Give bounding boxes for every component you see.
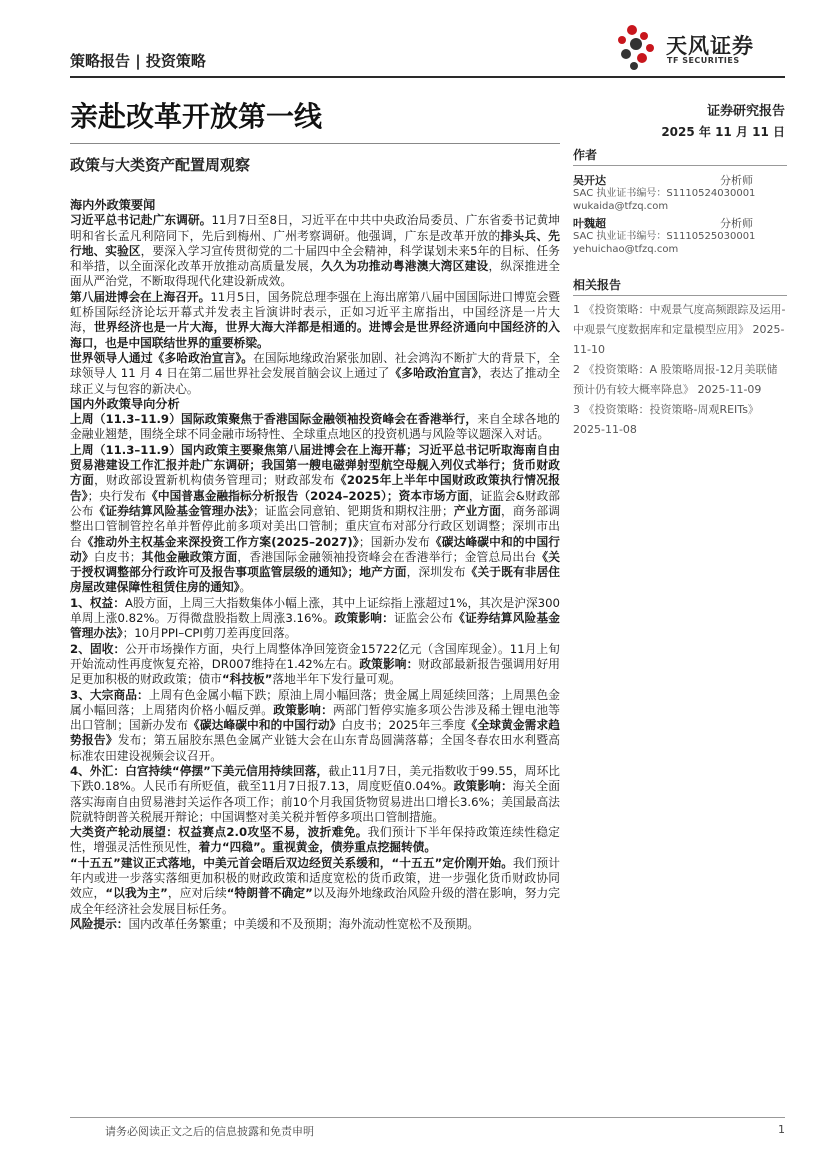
footer-divider bbox=[70, 1117, 785, 1118]
main-body bbox=[70, 198, 560, 932]
paragraph: 1、权益：A股方面，上周三大指数集体小幅上涨，其中上证综指上涨超过1%，其次是沪深300单周上涨0.82%。万得微盘股指数上周涨3.16%。政策影响：证监会公布《证券结算风险基金管理办法》；10月PPI–CPI剪刀差再度回落。 bbox=[70, 595, 560, 641]
author-role: 分析师 bbox=[720, 217, 753, 230]
paragraph: 4、外汇：白宫持续“停摆”下美元信用持续回落，截止11月7日，美元指数收于99.55，周环比下跌0.18%。人民币有所贬值，截至11月7日报7.13，周度贬值0.04%。政策影响：海关全面落实海南自由贸易港封关运作各项工作；前10个月我国货物贸易进出口增长3.6%；美国最高法院就特朗普关税展开辩论；中国调整对美关税并暂停多项出口管制措施。 bbox=[70, 763, 560, 824]
report-date: 2025 年 11 月 11 日 bbox=[661, 125, 785, 139]
page-title: 亲赴改革开放第一线 bbox=[70, 100, 323, 133]
related-heading: 相关报告 bbox=[573, 276, 787, 296]
report-category: 策略报告 | 投资策略 bbox=[70, 52, 206, 70]
author-card bbox=[573, 217, 787, 256]
authors-heading: 作者 bbox=[573, 146, 787, 166]
paragraph: 上周（11.3–11.9）国内政策主要聚焦第八届进博会在上海开幕；习近平总书记听取海南自由贸易港建设工作汇报并赴广东调研；我国第一艘电磁弹射型航空母舰入列仪式举行；货币财政方面，财政部设置新机构债务管理司；财政部发布《2025年上半年中国财政政策执行情况报告》；央行发布《中国普惠金融指标分析报告（2024–2025）；资本市场方面，证监会&财政部公布《证券结算风险基金管理办法》；证监会同意铂、钯期货和期权注册；产业方面，商务部调整出口管制管控名单并暂停此前多项对美出口管制；重庆宣布对部分行政区划调整；深圳市出台《推动外主权基金来深投资工作方案(2025–2027)》；国新办发布《碳达峰碳中和的中国行动》白皮书；其他金融政策方面，香港国际金融领袖投资峰会在香港举行；金管总局出台《关于授权调整部分行政许可及报告事项监管层级的通知》；地产方面，深圳发布《关于既有非居住房屋改建保障性租赁住房的通知》。 bbox=[70, 442, 560, 595]
risk-warning: 风险提示：国内改革任务繁重；中美缓和不及预期；海外流动性宽松不及预期。 bbox=[70, 916, 480, 931]
logo-english: TF SECURITIES bbox=[667, 56, 740, 65]
paragraph: 上周（11.3–11.9）国际政策聚焦于香港国际金融领袖投资峰会在香港举行，来自全球各地的金融业翘楚，围绕全球不同金融市场特性、全球重点地区的投资机遇与风险等议题深入对话。 bbox=[70, 412, 560, 442]
related-reports-panel bbox=[573, 276, 787, 440]
related-report-link[interactable]: 2 《投资策略：A 股策略周报-12月美联储预计仍有较大概率降息》 2025-11-09 bbox=[573, 363, 778, 396]
author-card bbox=[573, 174, 787, 213]
page-number: 1 bbox=[778, 1123, 785, 1136]
title-divider bbox=[70, 143, 560, 144]
section-heading: 海内外政策要闻 bbox=[70, 198, 156, 212]
page-subtitle: 政策与大类资产配置周观察 bbox=[70, 156, 251, 174]
section-heading: 国内外政策导向分析 bbox=[70, 396, 180, 411]
author-name: 叶魏超 bbox=[573, 217, 606, 230]
related-report-link[interactable]: 3 《投资策略：投资策略-周观REITs》 2025-11-08 bbox=[573, 403, 759, 436]
report-type: 证券研究报告 bbox=[706, 104, 785, 119]
logo-name: 天风证券 bbox=[666, 34, 754, 58]
paragraph: 2、固收：公开市场操作方面，央行上周整体净回笼资金15722亿元（含国库现金）。11月上旬开始流动性再度恢复充裕，DR007维持在1.42%左右。政策影响：财政部最新报告强调用好用足更加积极的财政政策；债市“科技板”落地半年下发行量可观。 bbox=[70, 641, 560, 687]
author-sac: SAC 执业证书编号：S1110525030001 bbox=[573, 231, 756, 242]
paragraph: 习近平总书记赴广东调研。11月7日至8日，习近平在中共中央政治局委员、广东省委书记黄坤明和省长孟凡利陪同下，先后到梅州、广州考察调研。他强调，广东是改革开放的排头兵、先行地、实验区，要深入学习宣传贯彻党的二十届四中全会精神，科学谋划未来5年的目标、任务和举措，以全面深化改革开放推动高质量发展，久久为功推动粤港澳大湾区建设，纵深推进全面从严治党，不断取得现代化建设新成效。 bbox=[70, 213, 560, 289]
author-email[interactable]: wukaida@tfzq.com bbox=[573, 200, 669, 212]
footer-disclaimer: 请务必阅读正文之后的信息披露和免责申明 bbox=[105, 1125, 314, 1138]
paragraph: 3、大宗商品：上周有色金属小幅下跌；原油上周小幅回落；贵金属上周延续回落；上周黑色金属小幅回落；上周猪肉价格小幅反弹。政策影响：两部门暂停实施多项公告涉及稀土锂电池等出口管制；国新办发布《碳达峰碳中和的中国行动》白皮书；2025年三季度《全球黄金需求趋势报告》发布；第五届胶东黑色金属产业链大会在山东青岛圆满落幕；全国冬春农田水利暨高标准农田建设视频会议召开。 bbox=[70, 687, 560, 763]
author-sac: SAC 执业证书编号：S1110524030001 bbox=[573, 188, 756, 199]
author-name: 吴开达 bbox=[573, 174, 606, 187]
tf-securities-logo-icon bbox=[612, 22, 662, 72]
paragraph: 大类资产轮动展望：权益赛点2.0攻坚不易，波折难免。我们预计下半年保持政策连续性稳定性，增强灵活性预见性，着力“四稳”。重视黄金，债券重点挖掘转债。 “十五五”建议正式落地，中美元首会晤后双边经贸关系缓和，“十五五”定价刚开始。我们预计年内或进一步落实落细更加积极的财政政策和适度宽松的货币政策，进一步强化货币财政协同效应，“以我为主”，应对后续“特朗普不确定”以及海外地缘政治风险升级的潜在影响，努力完成全年经济社会发展目标任务。 bbox=[70, 825, 560, 916]
paragraph: 世界领导人通过《多哈政治宣言》。在国际地缘政治紧张加剧、社会鸿沟不断扩大的背景下，全球领导人 11 月 4 日在第二届世界社会发展首脑会议上通过了《多哈政治宣言》，表达了推动全球正义与包容的新决心。 bbox=[70, 350, 561, 396]
author-email[interactable]: yehuichao@tfzq.com bbox=[573, 243, 679, 255]
paragraph: 第八届进博会在上海召开。11月5日，国务院总理李强在上海出席第八届中国国际进口博览会暨虹桥国际经济论坛开幕式并发表主旨演讲时表示，正如习近平主席指出，中国经济是一片大海，世界经济也是一片大海，世界大海大洋都是相通的。进博会是世界经济通向中国经济的入海口，也是中国联结世界的重要桥梁。 bbox=[70, 289, 560, 350]
authors-panel bbox=[573, 146, 787, 256]
author-role: 分析师 bbox=[720, 174, 753, 187]
header-divider bbox=[70, 76, 785, 78]
related-report-link[interactable]: 1 《投资策略：中观景气度高频跟踪及运用-中观景气度数据库和定量模型应用》 2025-11-10 bbox=[573, 303, 786, 356]
